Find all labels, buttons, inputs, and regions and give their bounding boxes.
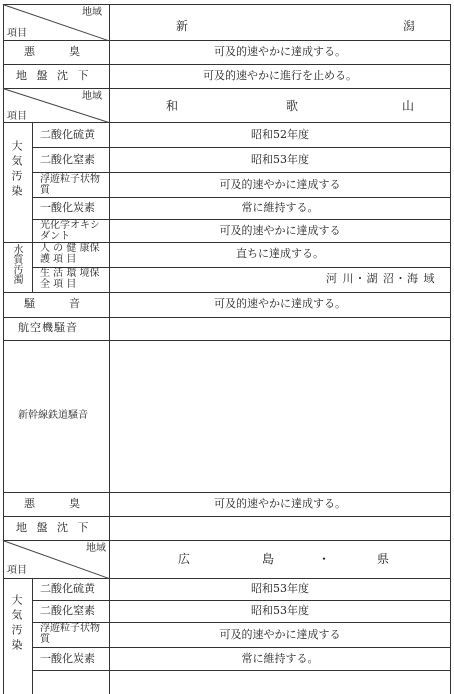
row-label: 二酸化硫黄 [40,128,95,141]
row-line [32,670,450,671]
row-line [32,600,450,601]
region-name: 県 [377,552,391,566]
row-value: 昭和53年度 [251,153,309,166]
row-line [3,88,450,89]
row-label: 一酸化炭素 [40,201,95,214]
row-value: 可及的速やかに達成する [219,628,341,641]
group-label-water: 水質汚濁 [11,244,22,284]
group-label-air: 大気汚染 [10,594,23,654]
row-line [3,292,450,293]
subgroup-divider [32,578,33,694]
row-line [3,40,450,41]
row-line [3,122,450,123]
row-line [32,647,450,648]
row-value: 河 川・湖 沼・海 域 [326,272,436,285]
region-name: 広 [178,552,192,566]
row-label: 航空機騒音 [18,321,78,334]
row-line [3,540,450,541]
area-header-label: 地域 [82,91,102,102]
row-label: 騒 音 [24,297,84,310]
area-header-label: 地域 [82,7,102,18]
row-label: 浮遊粒子状物 質 [40,174,120,196]
area-header-label: 地域 [86,543,106,554]
region-name: 山 [402,99,416,113]
row-label: 生 活 環 境保 全 項 目 [40,268,100,290]
row-label: 二酸化窒素 [40,153,95,166]
row-label: 新幹線鉄道騒音 [18,410,88,421]
row-line [3,578,450,579]
row-line [3,64,450,65]
row-label: 地 盤 沈 下 [16,521,92,534]
row-value: 可及的速やかに達成する。 [214,497,346,510]
region-name: 歌 [286,99,300,113]
row-value: 直ちに達成する。 [236,247,324,260]
row-label: 浮遊粒子状物 質 [40,623,120,645]
table-right-border [450,4,451,694]
row-value: 昭和52年度 [251,128,309,141]
row-label: 人 の 健 康保 護 項 目 [40,243,100,265]
row-line [3,492,450,493]
row-label: 悪 臭 [24,45,84,58]
row-value: 常に維持する。 [241,201,319,214]
row-line [3,4,450,5]
row-line [3,340,450,341]
item-header-label: 項目 [7,28,27,39]
row-label: 一酸化炭素 [40,652,95,665]
row-value: 可及的速やかに達成する [219,178,341,191]
row-value: 昭和53年度 [251,604,309,617]
row-line [32,197,450,198]
row-value: 昭和53年度 [251,582,309,595]
region-name: ・ [318,552,332,566]
row-label: 光化学オキシダント [40,220,100,242]
row-line [32,147,450,148]
group-label-air: 大気汚染 [10,140,23,200]
item-header-label: 項目 [7,565,27,576]
row-line [3,516,450,517]
row-value: 可及的速やかに達成する。 [214,297,346,310]
row-label: 地 盤 沈 下 [16,69,92,82]
row-value: 常に維持する。 [241,652,319,665]
row-label: 二酸化窒素 [40,604,95,617]
row-value: 可及的速やかに達成する。 [214,45,346,58]
row-line [3,317,450,318]
item-header-label: 項目 [7,111,27,122]
row-label: 二酸化硫黄 [40,582,95,595]
region-name: 和 [166,99,180,113]
table-left-border [3,4,4,694]
column-divider [109,4,110,694]
row-line [32,172,450,173]
row-value: 可及的速やかに達成する [219,224,341,237]
region-name: 潟 [403,19,417,33]
region-name: 新 [176,19,190,33]
row-label: 悪 臭 [24,497,84,510]
row-value: 可及的速やかに進行を止める。 [203,69,357,82]
region-name: 島 [262,552,276,566]
